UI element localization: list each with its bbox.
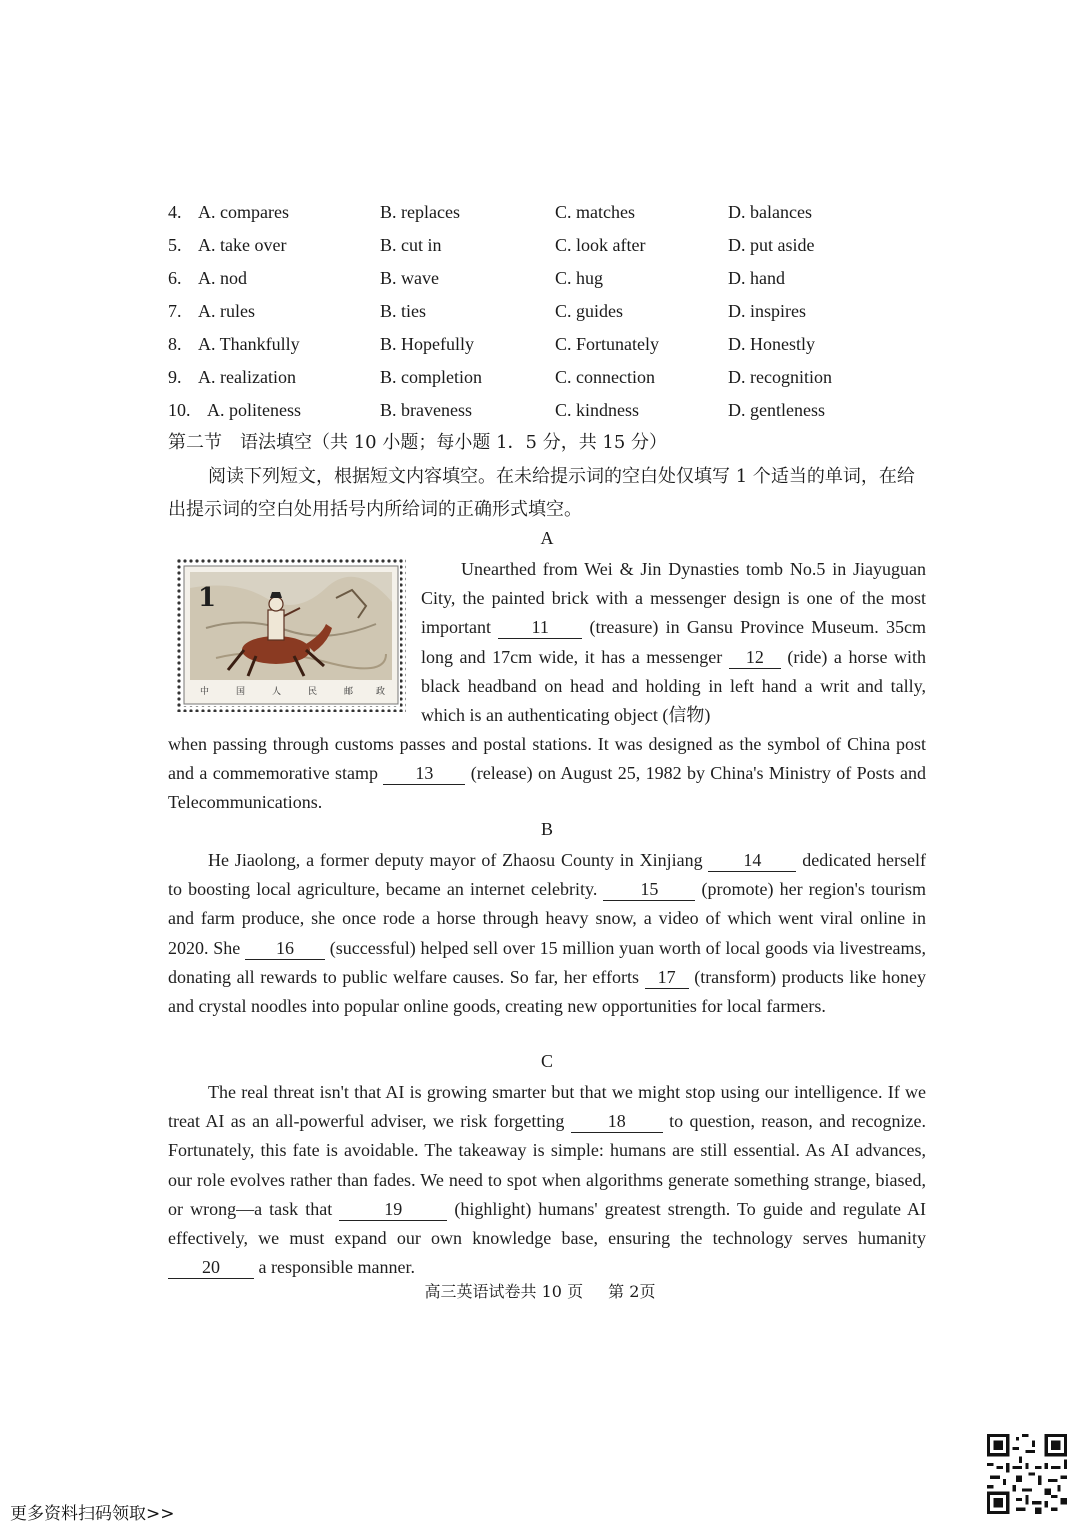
blank-12[interactable]: 12 (729, 646, 781, 669)
blank-16[interactable]: 16 (245, 937, 325, 960)
section-instruction: 阅读下列短文，根据短文内容填空。在未给提示词的空白处仅填写 1 个适当的单词，在给出提示词的空白处用括号内所给词的正确形式填空。 (168, 466, 915, 520)
stamp-image (176, 558, 406, 712)
option-c: C. kindness (555, 400, 640, 420)
option-b: B. cut in (380, 235, 442, 255)
footer-total-pages: 高三英语试卷共 10 页 (424, 1282, 584, 1301)
more-resources-link[interactable]: 更多资料扫码领取>> (10, 1504, 175, 1524)
option-d: D. put aside (728, 235, 815, 255)
blank-15[interactable]: 15 (603, 878, 695, 901)
passage-c-letter: C (540, 1051, 553, 1071)
passage-text: (promote) her region's tourism and farm produce, she once rode a horse through heavy snow, a video of which went viral online in 2020. She (168, 879, 926, 958)
question-number: 5. (168, 235, 182, 255)
passage-text: a responsible manner. (254, 1257, 415, 1278)
option-d: D. recognition (728, 367, 832, 387)
blank-11[interactable]: 11 (498, 616, 582, 639)
passage-b-letter: B (540, 819, 553, 839)
stamp-caption-char: 民 (308, 687, 318, 697)
footer-page-number: 第 2页 (608, 1282, 656, 1301)
blank-18[interactable]: 18 (571, 1110, 663, 1133)
option-a: A. nod (198, 268, 247, 288)
option-a: A. rules (198, 301, 255, 321)
option-a: A. compares (198, 202, 289, 222)
option-b: B. replaces (380, 202, 460, 222)
page-footer (0, 1279, 1080, 1302)
option-b: B. braveness (380, 400, 472, 420)
option-b: B. ties (380, 301, 427, 321)
question-number: 6. (168, 268, 182, 288)
passage-text: when passing through customs passes and postal stations. It was designed as the symbol of China post and a commemorative stamp (168, 734, 926, 784)
option-c: C. Fortunately (555, 334, 659, 354)
stamp-caption-char: 政 (376, 687, 386, 697)
qr-code-icon[interactable] (987, 1434, 1067, 1514)
option-d: D. Honestly (728, 334, 815, 354)
passage-text: (treasure) in Gansu Province Museum. 35cm long and 17cm wide, it has a messenger (421, 617, 926, 667)
passage-text: The real threat isn't that AI is growing smarter but that we might stop using our intelligence. If we treat AI as an all-powerful adviser, we risk forgetting (168, 1082, 926, 1132)
passage-text: to question, reason, and recognize. Fortunately, this fate is avoidable. The takeaway is simple: humans are still essential. As AI advances, our role evolves rather than fades. We need to spot when algorithms generate something strange, biased, or wrong—a task that (168, 1111, 926, 1219)
option-d: D. balances (728, 202, 812, 222)
option-c: C. guides (555, 301, 624, 321)
option-b: B. completion (380, 367, 482, 387)
option-c: C. matches (555, 202, 635, 222)
option-c: C. hug (555, 268, 604, 288)
passage-text: (transform) products like honey and crystal noodles into popular online goods, creating new opportunities for local farmers. (168, 966, 926, 1017)
passage-a-letter: A (540, 528, 554, 548)
option-d: D. inspires (728, 301, 806, 321)
question-number: 8. (168, 334, 182, 354)
passage-text: (ride) a horse with black headband on head and holding in left hand a writ and tally, which is an authenticating object (信物) (421, 646, 926, 726)
stamp-caption-char: 中 (200, 687, 210, 697)
option-b: B. Hopefully (380, 334, 474, 354)
passage-text: dedicated herself to boosting local agriculture, became an internet celebrity. (168, 850, 926, 900)
stamp-caption-char: 人 (272, 687, 282, 697)
passage-text: (release) on August 25, 1982 by China's Ministry of Posts and Telecommunications. (168, 763, 926, 813)
passage-text: (highlight) humans' greatest strength. To guide and regulate AI effectively, we must expand our own knowledge base, ensuring the technology serves humanity (168, 1198, 927, 1249)
option-a: A. realization (198, 367, 296, 387)
question-number: 4. (168, 202, 182, 222)
stamp-caption-char: 邮 (344, 687, 354, 697)
option-c: C. connection (555, 367, 655, 387)
passage-c-text (168, 1078, 926, 1282)
blank-19[interactable]: 19 (339, 1198, 447, 1221)
option-a: A. politeness (207, 400, 301, 420)
question-number: 10. (168, 400, 191, 420)
question-number: 7. (168, 301, 182, 321)
question-number: 9. (168, 367, 182, 387)
stamp-caption-char: 国 (236, 687, 246, 697)
passage-text: (successful) helped sell over 15 million yuan worth of local goods via livestreams, donating all rewards to public welfare causes. So far, her efforts (168, 937, 927, 987)
section-title: 第二节 语法填空（共 10 小题；每小题 1．5 分，共 15 分） (168, 432, 668, 453)
option-b: B. wave (380, 268, 439, 288)
passage-text: He Jiaolong, a former deputy mayor of Zhaosu County in Xinjiang (208, 850, 709, 870)
passage-a-text-right (421, 555, 926, 730)
option-a: A. Thankfully (198, 334, 300, 354)
option-a: A. take over (198, 235, 287, 255)
passage-a-text-bottom (168, 730, 926, 818)
option-d: D. hand (728, 268, 785, 288)
option-c: C. look after (555, 235, 646, 255)
passage-b-text (168, 846, 926, 1021)
blank-13[interactable]: 13 (383, 762, 465, 785)
blank-17[interactable]: 17 (645, 966, 689, 989)
passage-text: Unearthed from Wei & Jin Dynasties tomb No.5 in Jiayuguan City, the painted brick with a messenger design is one of the most important (421, 559, 926, 638)
blank-14[interactable]: 14 (708, 849, 796, 872)
blank-20[interactable]: 20 (168, 1256, 254, 1279)
option-d: D. gentleness (728, 400, 825, 420)
stamp-value: 1 (198, 583, 217, 613)
